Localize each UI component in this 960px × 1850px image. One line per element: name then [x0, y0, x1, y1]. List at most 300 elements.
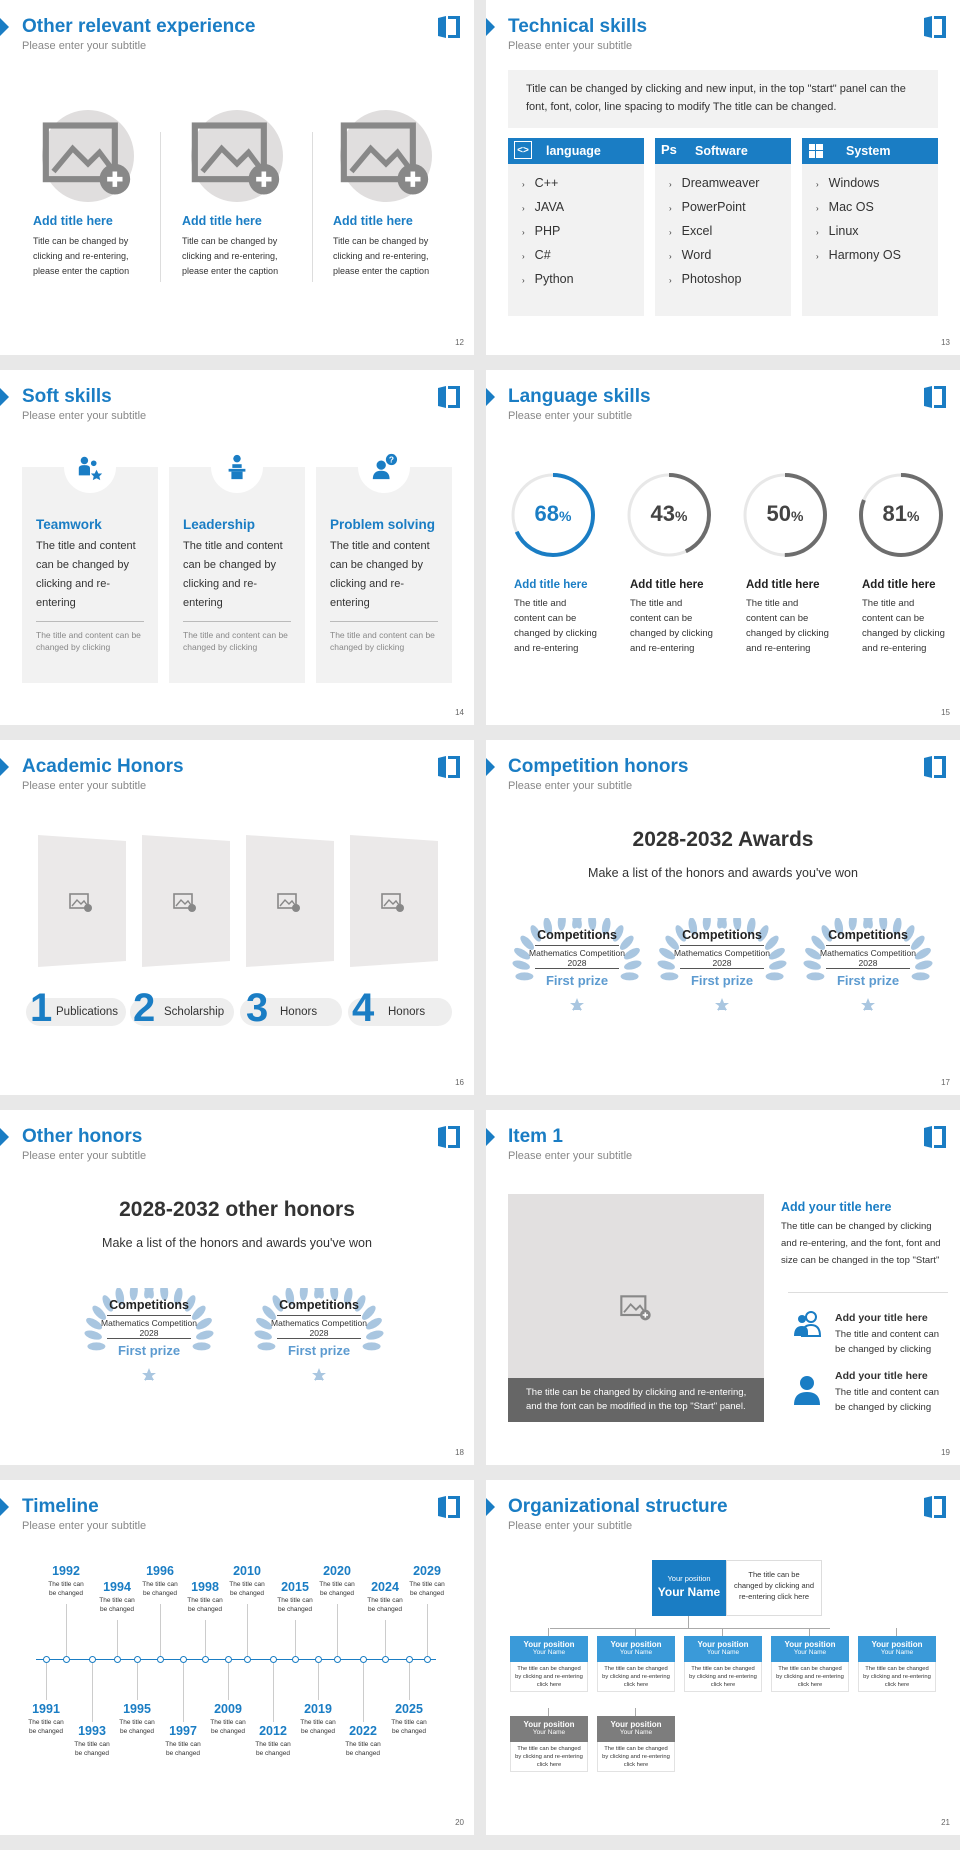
gauge-text: The title and content can be changed by clicking and re-entering: [514, 598, 597, 654]
divider: [312, 132, 313, 282]
timeline-text: The title can: [391, 1719, 427, 1726]
column-header: [508, 138, 644, 164]
org-position: Your position: [871, 1640, 923, 1649]
org-position: Your position: [523, 1640, 575, 1649]
slide-14: [0, 370, 474, 725]
award-year: 2028: [139, 1328, 159, 1338]
item-text: Title can be changed by: [182, 236, 278, 246]
gauge-title: Add title here: [630, 579, 704, 591]
timeline-year: 1993: [78, 1724, 106, 1738]
image-placeholder[interactable]: [42, 110, 134, 202]
slide-title: Other honors: [22, 1126, 143, 1147]
row-title: Add your title here: [835, 1312, 928, 1324]
timeline-text: The title can: [74, 1741, 110, 1748]
percent-number: 43: [650, 501, 676, 526]
slide-title: Other relevant experience: [22, 16, 256, 37]
slide-subtitle: Please enter your subtitle: [508, 40, 633, 52]
code-icon: <>: [514, 141, 532, 159]
org-node[interactable]: [858, 1636, 936, 1662]
slide-title: Academic Honors: [22, 756, 184, 777]
timeline-connector: [427, 1604, 428, 1656]
timeline-dot: [292, 1656, 299, 1663]
team-icon: [76, 453, 104, 481]
item-title: Add title here: [33, 214, 113, 228]
timeline-text: be changed: [100, 1606, 134, 1613]
slide-title: Technical skills: [508, 16, 648, 37]
percent-value: [740, 501, 830, 527]
slide-title: Competition honors: [508, 756, 689, 777]
timeline-text: The title can: [28, 1719, 64, 1726]
org-node[interactable]: [597, 1716, 675, 1742]
timeline-connector: [247, 1604, 248, 1656]
column-title: language: [546, 144, 601, 158]
gauge-title: Add title here: [746, 579, 820, 591]
org-root[interactable]: Your position Your Name: [652, 1560, 726, 1616]
skill-column: [655, 138, 791, 316]
timeline-year: 2025: [395, 1702, 423, 1716]
org-node[interactable]: [597, 1636, 675, 1662]
title-marker: [0, 1498, 9, 1516]
timeline-text: be changed: [75, 1750, 109, 1757]
org-connector: [548, 1628, 549, 1636]
image-icon: [620, 1292, 652, 1322]
timeline-text: be changed: [230, 1590, 264, 1597]
award-name: Mathematics Competition: [820, 948, 916, 958]
timeline-connector: [92, 1663, 93, 1722]
timeline-text: The title can: [99, 1597, 135, 1604]
percent-number: 81: [882, 501, 908, 526]
timeline-text: The title can: [48, 1581, 84, 1588]
slide-20: [0, 1480, 474, 1835]
gauge-text: The title and content can be changed by clicking and re-entering: [746, 598, 829, 654]
timeline-dot: [180, 1656, 187, 1663]
timeline-dot: [202, 1656, 209, 1663]
timeline-connector: [183, 1663, 184, 1722]
timeline-text: The title can: [319, 1581, 355, 1588]
timeline-text: be changed: [278, 1606, 312, 1613]
slide-12: [0, 0, 474, 355]
card-body: The title and content can be changed by clicking and re-entering: [36, 540, 136, 609]
org-connector: [722, 1628, 723, 1636]
honor-text: Honors: [280, 1006, 318, 1018]
card-title: Teamwork: [36, 517, 102, 532]
org-node-text: The title can be changed by clicking and re-entering click here: [858, 1662, 936, 1692]
slide-21: [486, 1480, 960, 1835]
timeline-text: The title can: [255, 1741, 291, 1748]
podium-icon: [223, 453, 251, 481]
award-prize: First prize: [690, 973, 754, 988]
awards-heading: 2028-2032 other honors: [119, 1198, 355, 1221]
org-connector: [896, 1628, 897, 1636]
timeline-connector: [228, 1663, 229, 1700]
skill-card: [316, 467, 452, 683]
timeline-text: The title can: [277, 1597, 313, 1604]
image-icon: [42, 114, 134, 198]
brand-logo-icon: [436, 754, 462, 780]
percent-value: [856, 501, 946, 527]
award-title: Competitions: [828, 928, 908, 942]
brand-logo-icon: [436, 1124, 462, 1150]
slide-title: Language skills: [508, 386, 651, 407]
timeline-connector: [273, 1663, 274, 1722]
timeline-text: be changed: [410, 1590, 444, 1597]
users-icon: [791, 1310, 823, 1338]
slide-subtitle: Please enter your subtitle: [22, 1150, 147, 1162]
timeline-text: be changed: [29, 1728, 63, 1735]
item-text: Title can be changed by: [333, 236, 429, 246]
slide-13: [486, 0, 960, 355]
timeline-connector: [160, 1604, 161, 1656]
brand-logo-icon: [922, 1124, 948, 1150]
right-title: Add your title here: [781, 1200, 892, 1214]
timeline-year: 1998: [191, 1580, 219, 1594]
honor-number: 3: [246, 986, 269, 1030]
brand-logo-icon: [436, 384, 462, 410]
award-prize: First prize: [117, 1343, 181, 1358]
timeline-connector: [295, 1620, 296, 1656]
ps-icon: Ps: [661, 142, 677, 157]
timeline-connector: [205, 1620, 206, 1656]
timeline-dot: [43, 1656, 50, 1663]
skill-column: [802, 138, 938, 316]
brand-logo-icon: [922, 14, 948, 40]
award-divider: [535, 945, 619, 946]
slide-subtitle: Please enter your subtitle: [508, 1150, 633, 1162]
timeline-year: 1991: [32, 1702, 60, 1716]
item-text: clicking and re-entering,: [333, 251, 429, 261]
gauge-text: The title and content can be changed by clicking and re-entering: [862, 598, 945, 654]
org-name: Your Name: [880, 1649, 914, 1656]
column-title: System: [846, 144, 891, 158]
list-item: › C#: [522, 248, 551, 262]
icon-badge: [64, 441, 116, 493]
item-text: Title can be changed by: [33, 236, 129, 246]
awards-heading: 2028-2032 Awards: [632, 828, 814, 851]
timeline-connector: [363, 1663, 364, 1722]
timeline-dot: [134, 1656, 141, 1663]
timeline-year: 1995: [123, 1702, 151, 1716]
page-number: 13: [941, 338, 950, 347]
award-title: Competitions: [682, 928, 762, 942]
org-name: Your Name: [619, 1729, 653, 1736]
org-position: Your position: [784, 1640, 836, 1649]
list-item: › Excel: [669, 224, 713, 238]
timeline-text: The title can: [229, 1581, 265, 1588]
list-item: › Windows: [816, 176, 880, 190]
card-body: The title and content can be changed by clicking and re-entering: [330, 540, 430, 609]
org-root-text: The title can be changed by clicking and re-entering click here: [726, 1560, 822, 1616]
image-placeholder[interactable]: [191, 110, 283, 202]
timeline-year: 2022: [349, 1724, 377, 1738]
page-number: 17: [941, 1078, 950, 1087]
timeline-text: be changed: [256, 1750, 290, 1757]
award-prize: First prize: [836, 973, 900, 988]
list-item: › Dreamweaver: [669, 176, 760, 190]
intro-text: Title can be changed by clicking and new input, in the top "start" panel can the font, font, color, line spacing to modify The title can be changed.: [526, 83, 906, 113]
timeline-dot: [334, 1656, 341, 1663]
title-marker: [486, 1498, 495, 1516]
photo-placeholder[interactable]: [246, 835, 334, 967]
org-node-text: The title can be changed by clicking and re-entering click here: [597, 1662, 675, 1692]
page-number: 14: [455, 708, 464, 717]
page-number: 20: [455, 1818, 464, 1827]
list-item: › Photoshop: [669, 272, 742, 286]
title-marker: [486, 1128, 495, 1146]
timeline-dot: [382, 1656, 389, 1663]
award-title: Competitions: [109, 1298, 189, 1312]
timeline-text: be changed: [392, 1728, 426, 1735]
photo-placeholder[interactable]: [38, 835, 126, 967]
timeline-year: 1992: [52, 1564, 80, 1578]
percent-sign: %: [675, 508, 688, 524]
timeline-year: 1997: [169, 1724, 197, 1738]
percent-number: 68: [534, 501, 560, 526]
list-item: › C++: [522, 176, 559, 190]
timeline-text: be changed: [120, 1728, 154, 1735]
title-marker: [0, 758, 9, 776]
timeline-text: The title can: [119, 1719, 155, 1726]
org-position: Your position: [523, 1720, 575, 1729]
user-icon: [793, 1375, 821, 1405]
org-position: Your position: [610, 1640, 662, 1649]
title-marker: [0, 1128, 9, 1146]
honor-text: Honors: [388, 1006, 426, 1018]
timeline-text: The title can: [409, 1581, 445, 1588]
title-marker: [0, 388, 9, 406]
honor-number: 2: [133, 986, 156, 1030]
timeline-dot: [225, 1656, 232, 1663]
honor-text: Scholarship: [164, 1006, 225, 1018]
timeline-text: be changed: [143, 1590, 177, 1597]
org-connector: [635, 1628, 636, 1636]
percent-value: [624, 501, 714, 527]
timeline-dot: [63, 1656, 70, 1663]
title-marker: [486, 758, 495, 776]
row-text: The title and content can be changed by clicking: [835, 1387, 940, 1413]
timeline-text: be changed: [49, 1590, 83, 1597]
image-icon: [340, 114, 432, 198]
timeline-dot: [114, 1656, 121, 1663]
list-item: › PowerPoint: [669, 200, 746, 214]
award-name: Mathematics Competition: [674, 948, 770, 958]
org-name: Your Name: [619, 1649, 653, 1656]
org-node[interactable]: [510, 1636, 588, 1662]
award-year: 2028: [567, 958, 587, 968]
org-node-text: The title can be changed by clicking and re-entering click here: [510, 1742, 588, 1772]
slide-subtitle: Please enter your subtitle: [22, 780, 147, 792]
page-number: 21: [941, 1818, 950, 1827]
org-node[interactable]: [510, 1716, 588, 1742]
honor-text: Publications: [56, 1006, 119, 1018]
list-item: › PHP: [522, 224, 561, 238]
page-number: 18: [455, 1448, 464, 1457]
item-text: please enter the caption: [182, 266, 279, 276]
org-position: Your position: [697, 1640, 749, 1649]
timeline-text: The title can: [300, 1719, 336, 1726]
timeline-dot: [270, 1656, 277, 1663]
timeline-year: 2012: [259, 1724, 287, 1738]
timeline-year: 2009: [214, 1702, 242, 1716]
intro-box: [508, 70, 938, 128]
award-year: 2028: [309, 1328, 329, 1338]
award-divider: [277, 1338, 361, 1339]
column-title: Software: [695, 144, 748, 158]
percent-sign: %: [791, 508, 804, 524]
timeline-dot: [424, 1656, 431, 1663]
org-node-text: The title can be changed by clicking and re-entering click here: [684, 1662, 762, 1692]
timeline-year: 1996: [146, 1564, 174, 1578]
icon-badge: [211, 441, 263, 493]
timeline-connector: [318, 1663, 319, 1700]
brand-logo-icon: [436, 1494, 462, 1520]
percent-number: 50: [766, 501, 792, 526]
timeline-dot: [157, 1656, 164, 1663]
timeline-dot: [89, 1656, 96, 1663]
item-text: clicking and re-entering,: [182, 251, 278, 261]
org-node[interactable]: [771, 1636, 849, 1662]
slide-subtitle: Please enter your subtitle: [508, 410, 633, 422]
timeline-connector: [137, 1663, 138, 1700]
timeline-year: 2015: [281, 1580, 309, 1594]
award-divider: [107, 1315, 191, 1316]
timeline-year: 1994: [103, 1580, 131, 1594]
timeline-text: The title can: [210, 1719, 246, 1726]
image-placeholder[interactable]: [340, 110, 432, 202]
card-foot: The title and content can be changed by clicking: [36, 630, 141, 652]
timeline-connector: [117, 1620, 118, 1656]
slide-subtitle: Please enter your subtitle: [22, 410, 147, 422]
awards-subheading: Make a list of the honors and awards you've won: [102, 1236, 372, 1250]
slide-17: [486, 740, 960, 1095]
list-item: › Mac OS: [816, 200, 874, 214]
question-user-icon: [370, 453, 398, 481]
card-foot: The title and content can be changed by clicking: [183, 630, 288, 652]
card-foot: The title and content can be changed by clicking: [330, 630, 435, 652]
skill-card: [22, 467, 158, 683]
org-name: Your Name: [706, 1649, 740, 1656]
timeline-text: be changed: [301, 1728, 335, 1735]
award-prize: First prize: [545, 973, 609, 988]
org-node[interactable]: [684, 1636, 762, 1662]
timeline-dot: [244, 1656, 251, 1663]
list-item: › Harmony OS: [816, 248, 901, 262]
timeline-connector: [385, 1620, 386, 1656]
item-text: please enter the caption: [333, 266, 430, 276]
timeline-text: The title can: [142, 1581, 178, 1588]
org-node-text: The title can be changed by clicking and re-entering click here: [771, 1662, 849, 1692]
slide-subtitle: Please enter your subtitle: [508, 1520, 633, 1532]
svg-text:?: ?: [388, 454, 395, 465]
image-icon: [191, 114, 283, 198]
org-position: Your position: [610, 1720, 662, 1729]
row-title: Add your title here: [835, 1370, 928, 1382]
award-divider: [826, 968, 910, 969]
honor-number: 1: [30, 986, 53, 1030]
image-caption: The title can be changed by clicking and re-entering, and the font can be modified in the top "Start" panel.: [508, 1378, 764, 1422]
award-title: Competitions: [279, 1298, 359, 1312]
experience-item: [182, 214, 312, 279]
page-number: 16: [455, 1078, 464, 1087]
timeline-text: be changed: [368, 1606, 402, 1613]
org-name: Your Name: [532, 1729, 566, 1736]
slide-title: Organizational structure: [508, 1496, 728, 1517]
list-item: › Word: [669, 248, 712, 262]
timeline-dot: [315, 1656, 322, 1663]
list-item: › JAVA: [522, 200, 565, 214]
slide-subtitle: Please enter your subtitle: [508, 780, 633, 792]
card-title: Problem solving: [330, 517, 436, 532]
timeline-connector: [46, 1663, 47, 1700]
list-item: › Linux: [816, 224, 859, 238]
timeline-text: The title can: [187, 1597, 223, 1604]
timeline-dot: [360, 1656, 367, 1663]
award-divider: [680, 945, 764, 946]
slide-title: Timeline: [22, 1496, 99, 1517]
gauge-text: The title and content can be changed by clicking and re-entering: [630, 598, 713, 654]
award-divider: [826, 945, 910, 946]
slide-subtitle: Please enter your subtitle: [22, 40, 147, 52]
brand-logo-icon: [922, 754, 948, 780]
award-divider: [277, 1315, 361, 1316]
timeline-connector: [66, 1604, 67, 1656]
page-number: 19: [941, 1448, 950, 1457]
row-text: The title and content can be changed by clicking: [835, 1329, 940, 1355]
award-divider: [535, 968, 619, 969]
slide-title: Item 1: [508, 1126, 563, 1147]
honor-number: 4: [352, 986, 375, 1030]
timeline-year: 2019: [304, 1702, 332, 1716]
page-number: 12: [455, 338, 464, 347]
experience-item: [333, 214, 463, 279]
org-name: Your Name: [793, 1649, 827, 1656]
icon-badge: [358, 441, 410, 493]
brand-logo-icon: [922, 1494, 948, 1520]
timeline-connector: [337, 1604, 338, 1656]
timeline-text: be changed: [320, 1590, 354, 1597]
org-connector: [809, 1628, 810, 1636]
org-connector: [635, 1708, 636, 1716]
item-text: please enter the caption: [33, 266, 130, 276]
timeline-text: The title can: [165, 1741, 201, 1748]
slide-19: [486, 1110, 960, 1465]
brand-logo-icon: [922, 384, 948, 410]
title-marker: [486, 388, 495, 406]
photo-placeholder[interactable]: [350, 835, 438, 967]
column-header: [655, 138, 791, 164]
org-node-text: The title can be changed by clicking and re-entering click here: [510, 1662, 588, 1692]
award-year: 2028: [858, 958, 878, 968]
timeline-text: be changed: [166, 1750, 200, 1757]
timeline-text: The title can: [345, 1741, 381, 1748]
org-connector: [548, 1708, 549, 1716]
timeline-text: be changed: [188, 1606, 222, 1613]
timeline-year: 2010: [233, 1564, 261, 1578]
timeline-year: 2020: [323, 1564, 351, 1578]
item-title: Add title here: [333, 214, 413, 228]
slide-16: [0, 740, 474, 1095]
card-title: Leadership: [183, 517, 256, 532]
awards-subheading: Make a list of the honors and awards you've won: [588, 866, 858, 880]
award-name: Mathematics Competition: [101, 1318, 197, 1328]
timeline-year: 2024: [371, 1580, 399, 1594]
timeline-dot: [406, 1656, 413, 1663]
card-body: The title and content can be changed by clicking and re-entering: [183, 540, 283, 609]
photo-placeholder[interactable]: [142, 835, 230, 967]
timeline-text: The title can: [367, 1597, 403, 1604]
brand-logo-icon: [436, 14, 462, 40]
award-divider: [107, 1338, 191, 1339]
award-prize: First prize: [287, 1343, 351, 1358]
